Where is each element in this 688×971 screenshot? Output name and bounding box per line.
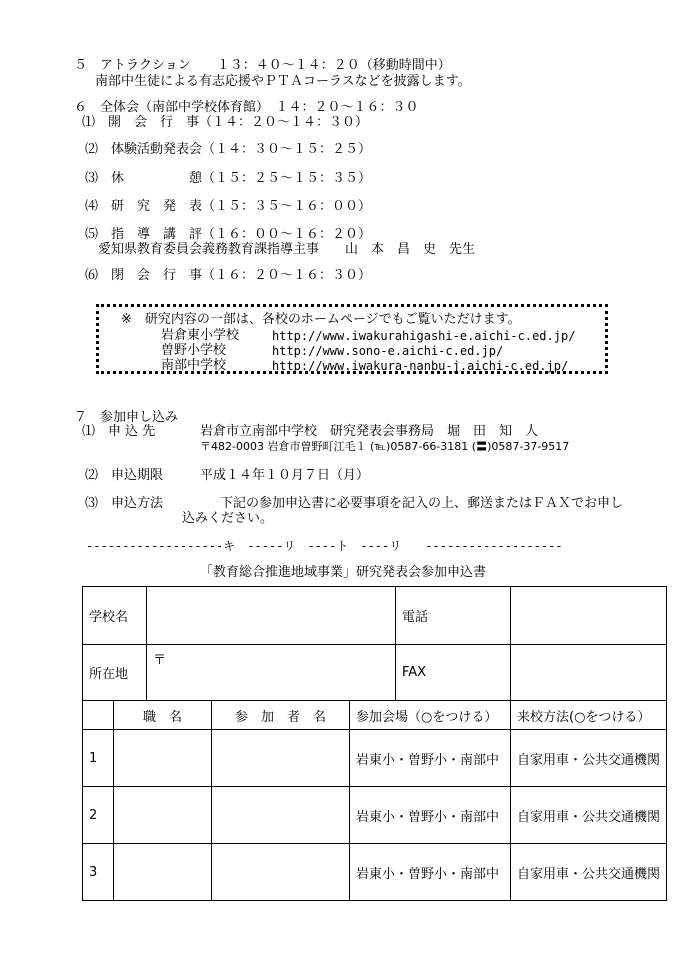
job-title-field[interactable]	[114, 730, 212, 787]
venue-options[interactable]: 岩東小・曽野小・南部中	[350, 730, 511, 787]
job-title-header: 職 名	[114, 701, 212, 730]
participant-name-field[interactable]	[212, 787, 350, 844]
address-field[interactable]	[147, 645, 396, 701]
cut-dashes-3: ----	[360, 539, 390, 553]
participant-name-field[interactable]	[212, 730, 350, 787]
program-item-4: ⑷ 研 究 発 表（１５：３５～１６：００）	[85, 199, 372, 214]
method-value-cont: 込みください。	[182, 511, 274, 526]
venue-header: 参加会場（○をつける）	[350, 701, 511, 730]
method-label: ⑶ 申込方法	[85, 496, 164, 511]
apply-to-label: ⑴ 申 込 先	[82, 424, 156, 439]
program-item-6: ⑹ 閉 会 行 事（１６：２０～１６：３０）	[85, 268, 372, 283]
section-7-heading: ７ 参加申し込み	[74, 410, 179, 425]
transport-options[interactable]: 自家用車・公共交通機関	[511, 844, 667, 901]
cut-char-ri-2: リ	[389, 539, 402, 553]
deadline-label: ⑵ 申込期限	[85, 468, 164, 483]
cut-dashes-left: -------------------	[86, 539, 224, 553]
apply-to-value: 岩倉市立南部中学校 研究発表会事務局 堀 田 知 人	[200, 424, 539, 439]
row-number: 3	[83, 844, 114, 901]
transport-options[interactable]: 自家用車・公共交通機関	[511, 730, 667, 787]
cut-char-to: ト	[336, 539, 349, 553]
school-name-3: 南部中学校	[161, 358, 227, 373]
program-item-1: ⑴ 開 会 行 事（１４：２０～１４：３０）	[82, 115, 369, 130]
method-value: 下記の参加申込書に必要事項を記入の上、郵送またはＦＡＸでお申し	[220, 496, 624, 511]
notice-lead: ※ 研究内容の一部は、各校のホームページでもご覧いただけます。	[121, 312, 521, 327]
transport-options[interactable]: 自家用車・公共交通機関	[511, 787, 667, 844]
cut-dashes-1: -----	[247, 539, 284, 553]
application-form	[82, 586, 667, 901]
phone-field[interactable]	[511, 587, 667, 645]
row-number: 1	[83, 730, 114, 787]
cut-dashes-2: ----	[307, 539, 337, 553]
school-url-3[interactable]: http://www.iwakura-nanbu-j.aichi-c.ed.jp/	[272, 359, 569, 373]
transport-header: 来校方法(○をつける）	[511, 701, 667, 730]
cut-dashes-right: -------------------	[425, 539, 563, 553]
participant-name-header: 参 加 者 名	[212, 701, 350, 730]
school-name-field[interactable]	[147, 587, 396, 645]
cut-char-ki: キ	[223, 539, 236, 553]
apply-to-address: 〒482-0003 岩倉市曽野町江毛１ (℡)0587-66-3181 (〓)0587-37-9517	[200, 440, 570, 453]
cut-char-ri-1: リ	[283, 539, 296, 553]
job-title-field[interactable]	[114, 844, 212, 901]
row-number: 2	[83, 787, 114, 844]
school-url-2[interactable]: http://www.sono-e.aichi-c.ed.jp/	[272, 344, 504, 358]
venue-options[interactable]: 岩東小・曽野小・南部中	[350, 844, 511, 901]
program-item-3: ⑶ 休 憩（１５：２５～１５：３５）	[85, 171, 372, 186]
lecturer-line: 愛知県教育委員会義務教育課指導主事 山 本 昌 史 先生	[98, 242, 476, 257]
form-title: 「教育総合推進地域事業」研究発表会参加申込書	[200, 565, 487, 580]
section-5-body: 南部中生徒による有志応援やＰＴＡコーラスなどを披露します。	[95, 74, 471, 89]
row-number-header	[83, 701, 114, 730]
phone-label: 電話	[396, 587, 511, 645]
school-url-1[interactable]: http://www.iwakurahigashi-e.aichi-c.ed.jp/	[272, 329, 576, 343]
venue-options[interactable]: 岩東小・曽野小・南部中	[350, 787, 511, 844]
participant-name-field[interactable]	[212, 844, 350, 901]
fax-label: FAX	[396, 645, 511, 701]
program-item-2: ⑵ 体験活動発表会（１４：３０～１５：２５）	[85, 142, 372, 157]
section-5-heading: ５ アトラクション １３：４０～１４：２０（移動時間中）	[74, 58, 451, 73]
school-name-1: 岩倉東小学校	[161, 328, 240, 343]
fax-field[interactable]	[511, 645, 667, 701]
school-name-label: 学校名	[83, 587, 147, 645]
job-title-field[interactable]	[114, 787, 212, 844]
section-6-heading: ６ 全体会（南部中学校体育館） １４：２０～１６：３０	[74, 100, 419, 115]
homepage-notice-box	[96, 304, 608, 374]
address-label: 所在地	[83, 645, 147, 701]
cut-line	[86, 537, 626, 555]
deadline-value: 平成１４年１０月７日（月）	[200, 468, 370, 483]
school-name-2: 曽野小学校	[161, 343, 227, 358]
postal-mark: 〒	[153, 653, 167, 668]
program-item-5: ⑸ 指 導 講 評（１６：００～１６：２０）	[85, 227, 372, 242]
